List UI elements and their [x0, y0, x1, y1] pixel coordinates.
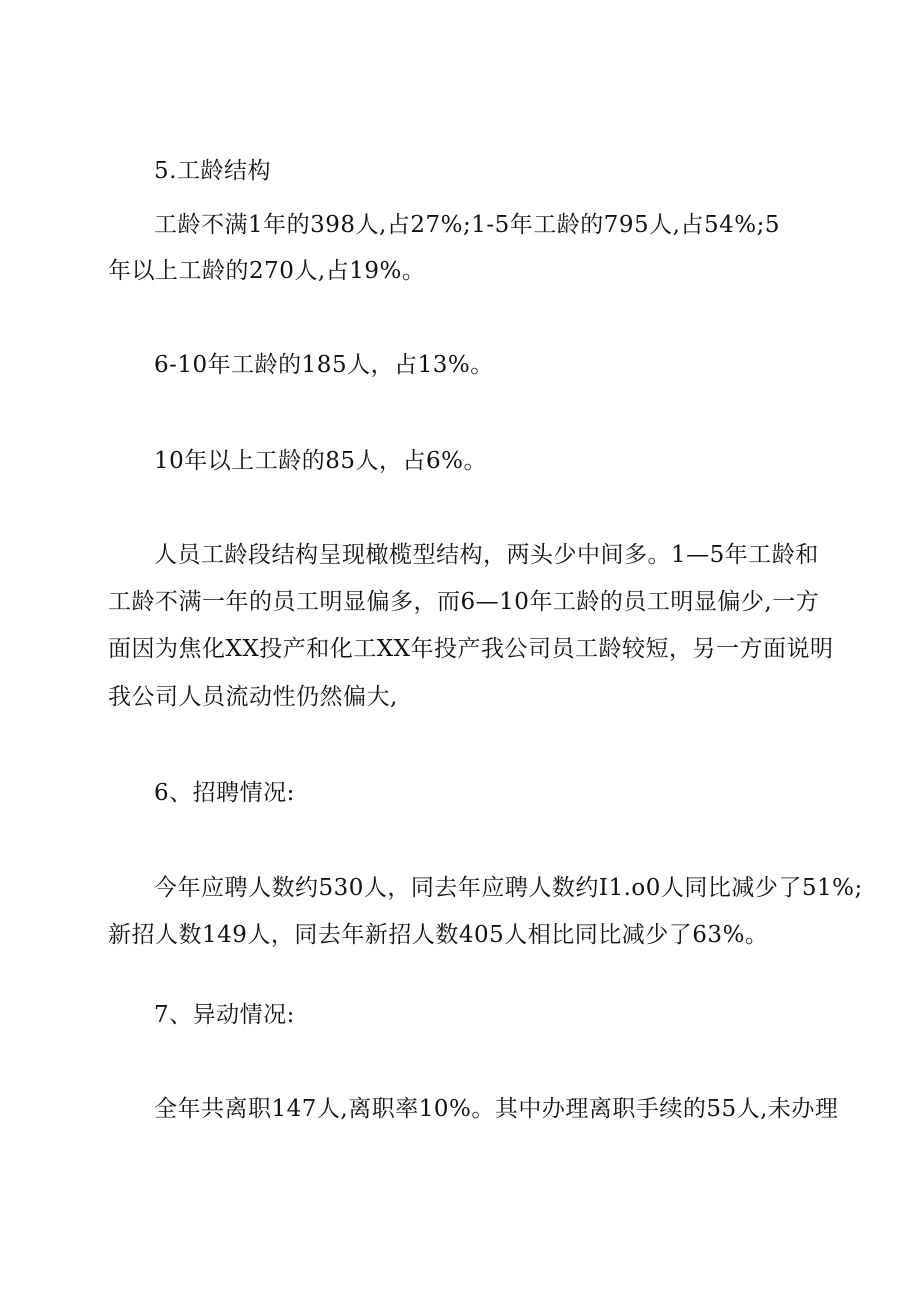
- seniority-analysis-line: 人员工龄段结构呈现橄榄型结构，两头少中间多。1—5年工龄和: [154, 542, 819, 568]
- section-heading-turnover: 7、异动情况:: [154, 1002, 295, 1028]
- seniority-analysis-line: 我公司人员流动性仍然偏大,: [108, 684, 398, 710]
- recruitment-paragraph-line: 今年应聘人数约530人，同去年应聘人数约I1.o0人同比减少了51%;: [154, 875, 863, 901]
- seniority-analysis-line: 工龄不满一年的员工明显偏多，而6—10年工龄的员工明显偏少,一方: [108, 589, 820, 615]
- turnover-paragraph-line: 全年共离职147人,离职率10%。其中办理离职手续的55人,未办理: [154, 1096, 839, 1122]
- section-heading-recruitment: 6、招聘情况:: [154, 780, 295, 806]
- recruitment-paragraph-line: 新招人数149人，同去年新招人数405人相比同比减少了63%。: [108, 922, 769, 948]
- seniority-over-10-paragraph: 10年以上工龄的85人，占6%。: [154, 448, 488, 474]
- section-heading-seniority: 5.工龄结构: [154, 158, 271, 184]
- seniority-analysis-line: 面因为焦化XX投产和化工XX年投产我公司员工龄较短，另一方面说明: [108, 636, 834, 662]
- seniority-paragraph-line: 年以上工龄的270人,占19%。: [108, 258, 426, 284]
- seniority-paragraph-line: 工龄不满1年的398人,占27%;1-5年工龄的795人,占54%;5: [154, 212, 780, 238]
- seniority-6-10-paragraph: 6-10年工龄的185人，占13%。: [154, 352, 494, 378]
